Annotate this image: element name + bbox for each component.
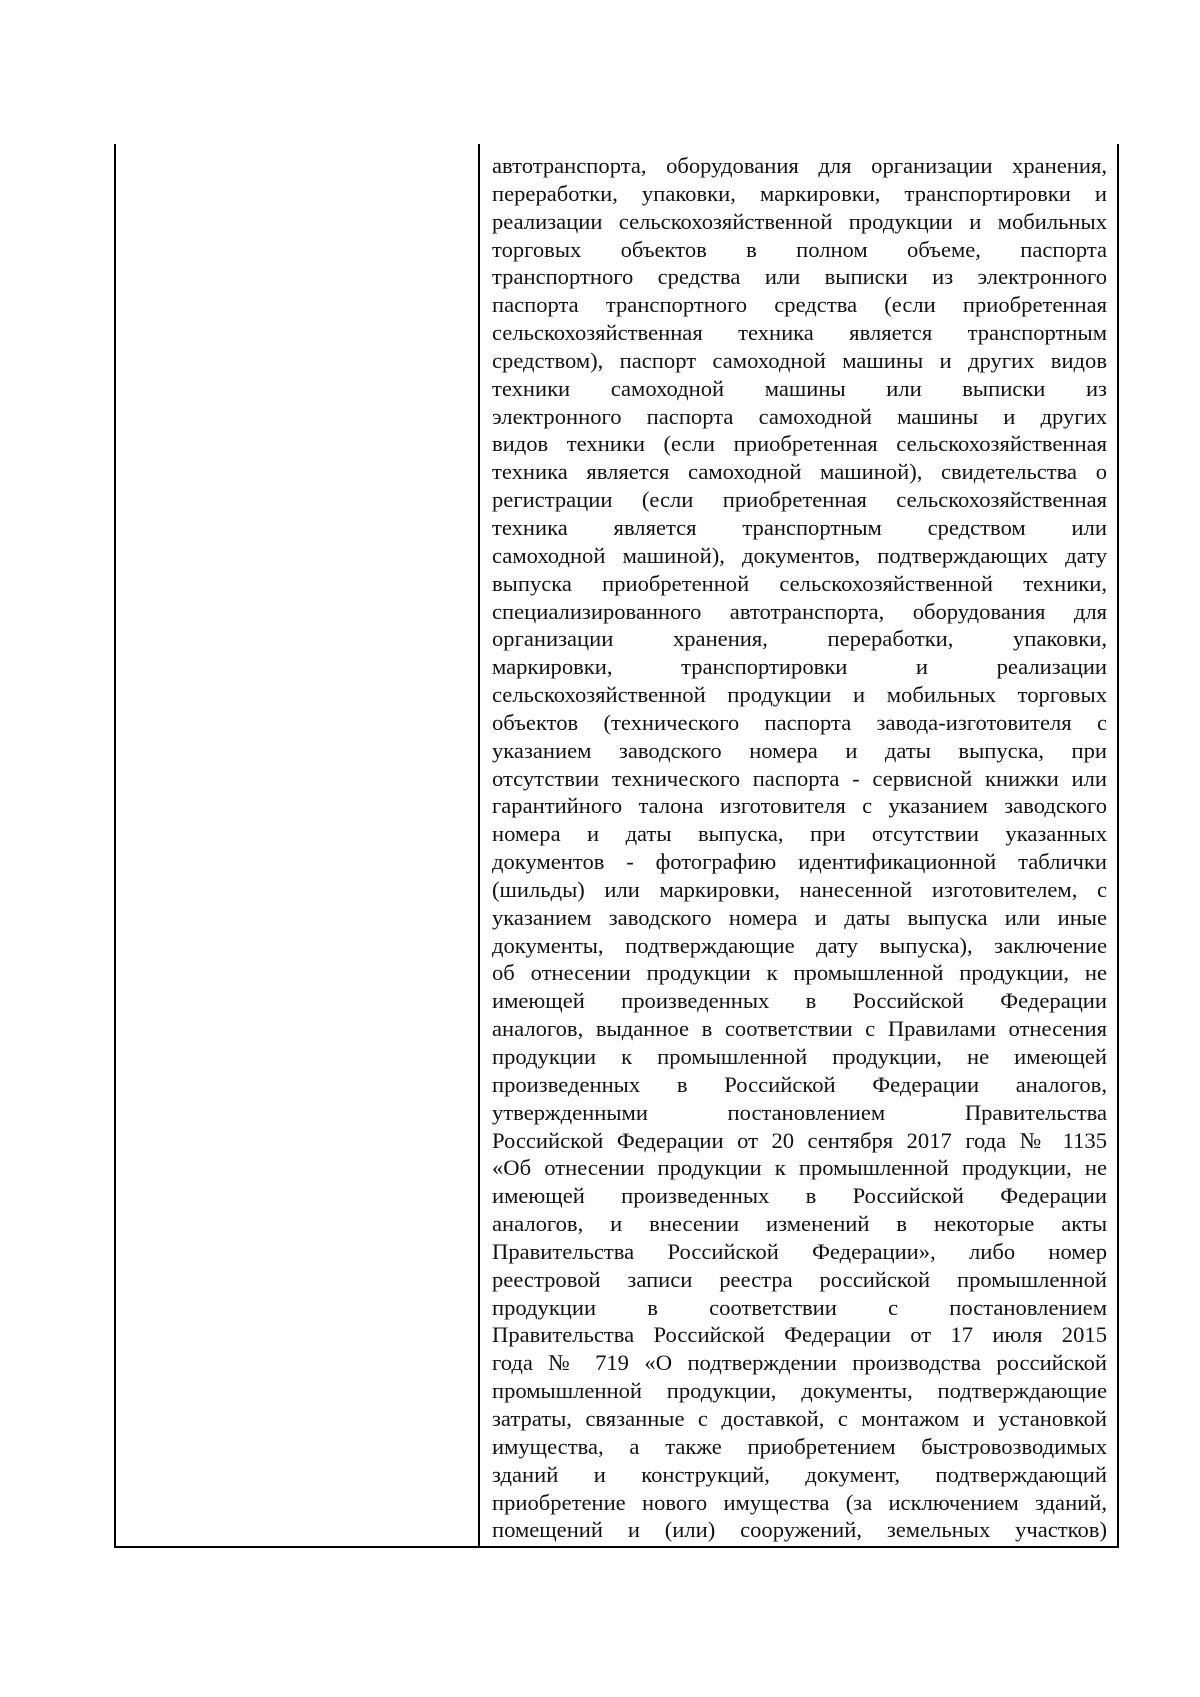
text-line: утвержденными постановлением Правительства — [492, 1099, 1107, 1125]
text-line: сельскохозяйственной продукции и мобильных торговых — [492, 682, 1107, 708]
text-line: реализации сельскохозяйственной продукции и мобильных — [492, 208, 1107, 234]
text-line: промышленной продукции, документы, подтверждающие — [492, 1378, 1107, 1404]
document-table — [114, 144, 1119, 1548]
table-cell-right — [480, 144, 1117, 1546]
text-line: продукции к промышленной продукции, не имеющей — [492, 1044, 1107, 1069]
text-line: документов - фотографию идентификационной таблички — [492, 849, 1107, 875]
text-line: транспортного средства или выписки из электронного — [492, 264, 1107, 290]
text-line: номера и даты выпуска, при отсутствии указанных — [492, 821, 1107, 847]
text-line: техники самоходной машины или выписки из — [492, 375, 1107, 401]
text-line: об отнесении продукции к промышленной продукции, не — [492, 960, 1107, 986]
requirements-text — [492, 152, 1107, 1544]
text-line: произведенных в Российской Федерации аналогов, — [492, 1071, 1107, 1097]
text-line: электронного паспорта самоходной машины и других — [492, 403, 1107, 429]
text-line: года № 719 «О подтверждении производства российской — [492, 1350, 1107, 1376]
text-line: аналогов, и внесении изменений в некоторые акты — [492, 1211, 1107, 1237]
text-line: маркировки, транспортировки и реализации — [492, 654, 1107, 680]
text-line: сельскохозяйственная техника является транспортным — [492, 320, 1107, 346]
text-line: аналогов, выданное в соответствии с Правилами отнесения — [492, 1016, 1107, 1042]
text-line: объектов (технического паспорта завода-изготовителя с — [492, 709, 1107, 735]
text-line: специализированного автотранспорта, оборудования для — [492, 598, 1107, 624]
text-line: приобретение нового имущества (за исключением зданий, — [492, 1489, 1107, 1515]
text-line: имеющей произведенных в Российской Федерации — [492, 1183, 1107, 1209]
text-line: отсутствии технического паспорта - сервисной книжки или — [492, 765, 1107, 791]
text-line: регистрации (если приобретенная сельскохозяйственная — [492, 487, 1107, 513]
text-line: выпуска приобретенной сельскохозяйственной техники, — [492, 570, 1107, 596]
text-line: видов техники (если приобретенная сельскохозяйственная — [492, 431, 1107, 457]
text-line: указанием заводского номера и даты выпуска, при — [492, 737, 1107, 763]
text-line: Правительства Российской Федерации», либо номер — [492, 1238, 1107, 1264]
text-line: помещений и (или) сооружений, земельных участков) — [492, 1517, 1107, 1543]
text-line: самоходной машиной), документов, подтверждающих дату — [492, 542, 1107, 568]
text-line: имеющей произведенных в Российской Федерации — [492, 988, 1107, 1014]
text-line: Правительства Российской Федерации от 17 июля 2015 — [492, 1322, 1107, 1348]
text-line: гарантийного талона изготовителя с указанием заводского — [492, 793, 1107, 819]
text-line: организации хранения, переработки, упаковки, — [492, 626, 1107, 652]
text-line: реестровой записи реестра российской промышленной — [492, 1266, 1107, 1292]
text-line: техника является самоходной машиной), свидетельства о — [492, 459, 1107, 485]
text-line: торговых объектов в полном объеме, паспорта — [492, 236, 1107, 262]
text-line: «Об отнесении продукции к промышленной продукции, не — [492, 1155, 1107, 1181]
text-line: средством), паспорт самоходной машины и других видов — [492, 347, 1107, 373]
text-line: имущества, а также приобретением быстровозводимых — [492, 1433, 1107, 1459]
text-line: (шильды) или маркировки, нанесенной изготовителем, с — [492, 876, 1107, 902]
text-line: переработки, упаковки, маркировки, транспортировки и — [492, 180, 1107, 206]
text-line: Российской Федерации от 20 сентября 2017 года № 1135 — [492, 1127, 1107, 1153]
text-line: затраты, связанные с доставкой, с монтажом и установкой — [492, 1405, 1107, 1431]
text-line: техника является транспортным средством или — [492, 514, 1107, 540]
text-line: указанием заводского номера и даты выпуска или иные — [492, 904, 1107, 930]
table-cell-left — [116, 144, 480, 1546]
text-line: документы, подтверждающие дату выпуска), заключение — [492, 932, 1107, 958]
text-line: автотранспорта, оборудования для организации хранения, — [492, 153, 1107, 178]
text-line: паспорта транспортного средства (если приобретенная — [492, 292, 1107, 318]
text-line: зданий и конструкций, документ, подтверждающий — [492, 1461, 1107, 1487]
text-line: продукции в соответствии с постановлением — [492, 1294, 1107, 1320]
